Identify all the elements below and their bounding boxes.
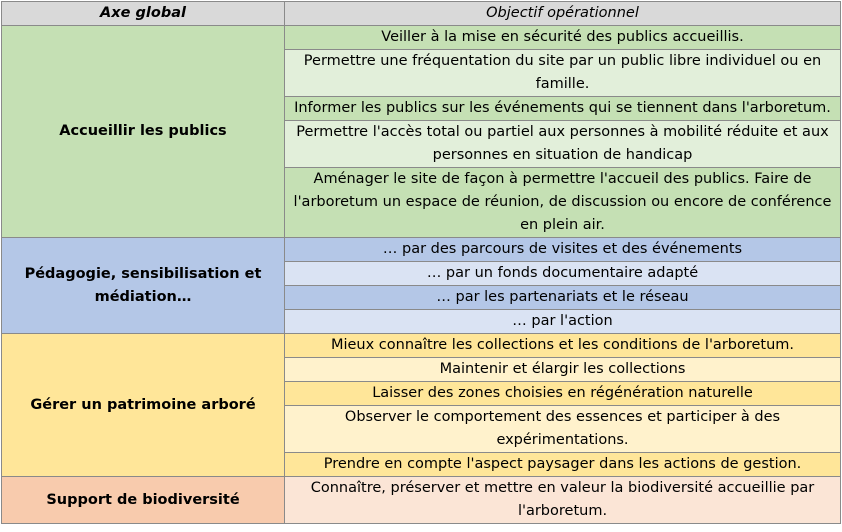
header-objectif: Objectif opérationnel — [285, 2, 841, 26]
objectif-cell: Connaître, préserver et mettre en valeur la biodiversité accueillie par l'arboretum. — [285, 477, 841, 524]
objectives-table — [1, 1, 841, 524]
objectif-cell: Permettre une fréquentation du site par un public libre individuel ou en famille. — [285, 50, 841, 97]
table-row — [2, 477, 841, 524]
axe-pedagogie: Pédagogie, sensibilisation et médiation… — [2, 238, 285, 334]
objectif-cell: Informer les publics sur les événements qui se tiennent dans l'arboretum. — [285, 97, 841, 121]
objectif-cell: Prendre en compte l'aspect paysager dans les actions de gestion. — [285, 453, 841, 477]
axe-biodiversite: Support de biodiversité — [2, 477, 285, 524]
objectif-cell: Maintenir et élargir les collections — [285, 358, 841, 382]
objectif-cell: Veiller à la mise en sécurité des publics accueillis. — [285, 26, 841, 50]
table-row — [2, 238, 841, 262]
objectif-cell: … par des parcours de visites et des événements — [285, 238, 841, 262]
objectif-cell: Aménager le site de façon à permettre l'accueil des publics. Faire de l'arboretum un espace de réunion, de discussion ou encore de conférence en plein air. — [285, 168, 841, 238]
objectif-cell: … par les partenariats et le réseau — [285, 286, 841, 310]
objectif-cell: … par un fonds documentaire adapté — [285, 262, 841, 286]
table-row — [2, 334, 841, 358]
objectif-cell: Laisser des zones choisies en régénération naturelle — [285, 382, 841, 406]
objectif-cell: Mieux connaître les collections et les conditions de l'arboretum. — [285, 334, 841, 358]
header-axe-global: Axe global — [2, 2, 285, 26]
table-row — [2, 26, 841, 50]
header-row — [2, 2, 841, 26]
objectif-cell: … par l'action — [285, 310, 841, 334]
axe-accueillir: Accueillir les publics — [2, 26, 285, 238]
objectif-cell: Permettre l'accès total ou partiel aux personnes à mobilité réduite et aux personnes en situation de handicap — [285, 121, 841, 168]
objectif-cell: Observer le comportement des essences et participer à des expérimentations. — [285, 406, 841, 453]
axe-patrimoine: Gérer un patrimoine arboré — [2, 334, 285, 477]
